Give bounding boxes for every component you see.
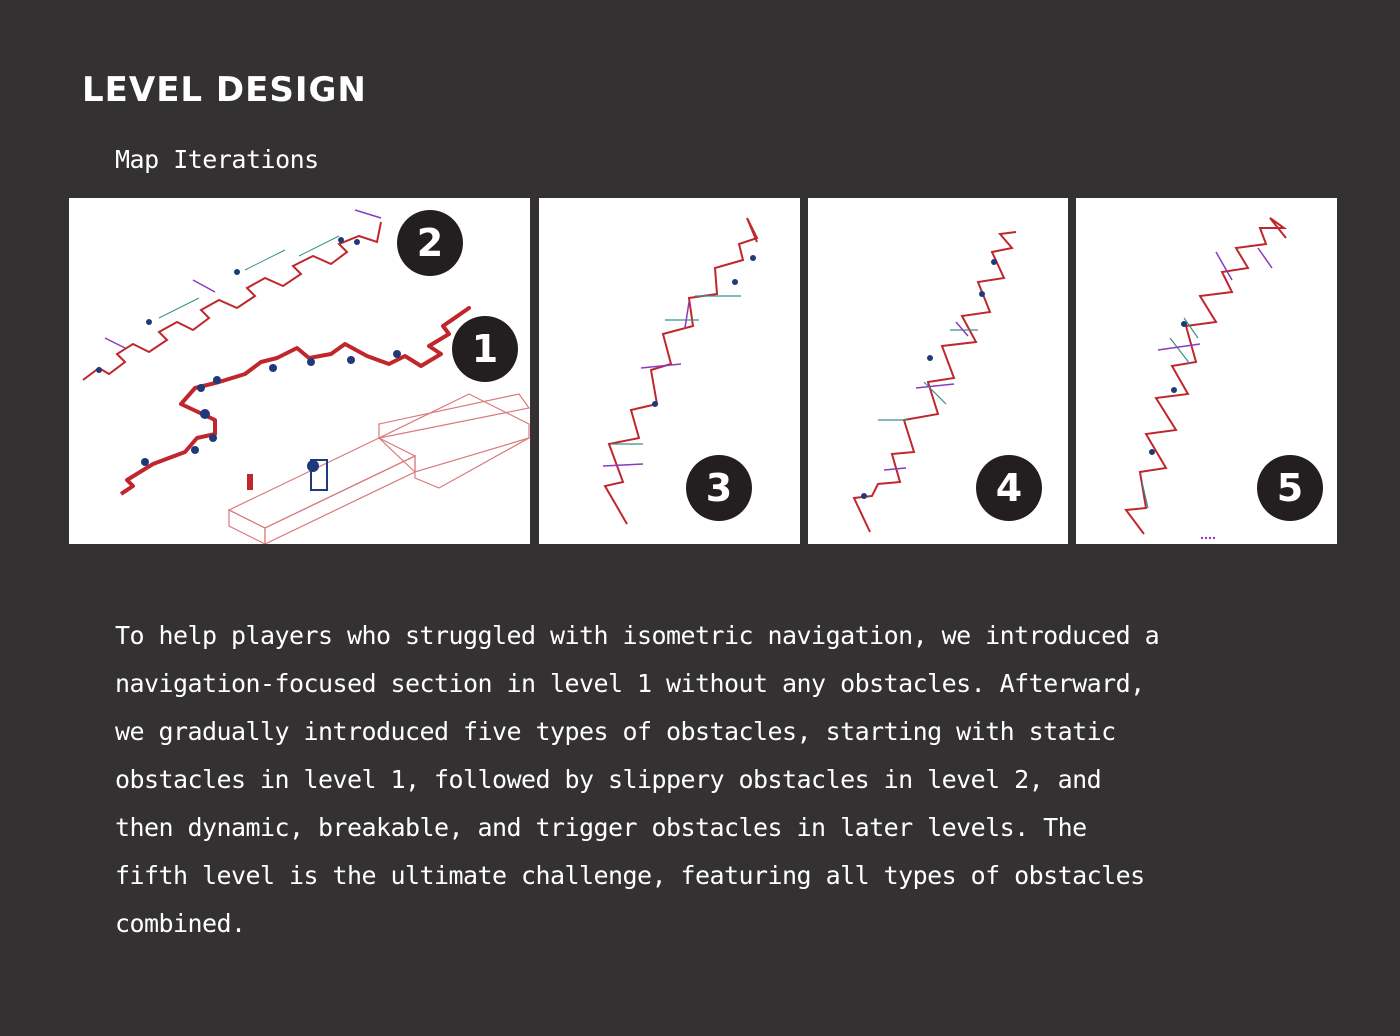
map-sketch-level-4 bbox=[808, 198, 1068, 544]
description-line: navigation-focused section in level 1 without any obstacles. Afterward, bbox=[115, 669, 1145, 698]
description-line: obstacles in level 1, followed by slippery obstacles in level 2, and bbox=[115, 765, 1102, 794]
level-2-badge: 2 bbox=[397, 210, 463, 276]
map-sketch-levels-1-2 bbox=[69, 198, 530, 544]
description-paragraph bbox=[115, 612, 1245, 948]
section-subtitle: Map Iterations bbox=[115, 145, 319, 174]
description-line: we gradually introduced five types of obstacles, starting with static bbox=[115, 717, 1116, 746]
description-line: combined. bbox=[115, 909, 246, 938]
level-5-badge: 5 bbox=[1257, 455, 1323, 521]
page-title: LEVEL DESIGN bbox=[82, 70, 367, 110]
level-1-badge: 1 bbox=[452, 316, 518, 382]
level-4-badge: 4 bbox=[976, 455, 1042, 521]
sketch-level-3-drawing bbox=[539, 198, 800, 544]
level-3-badge: 3 bbox=[686, 455, 752, 521]
description-line: To help players who struggled with isometric navigation, we introduced a bbox=[115, 621, 1160, 650]
description-line: fifth level is the ultimate challenge, featuring all types of obstacles bbox=[115, 861, 1145, 890]
description-line: then dynamic, breakable, and trigger obstacles in later levels. The bbox=[115, 813, 1087, 842]
map-sketch-level-3 bbox=[539, 198, 800, 544]
map-sketch-level-5 bbox=[1076, 198, 1337, 544]
